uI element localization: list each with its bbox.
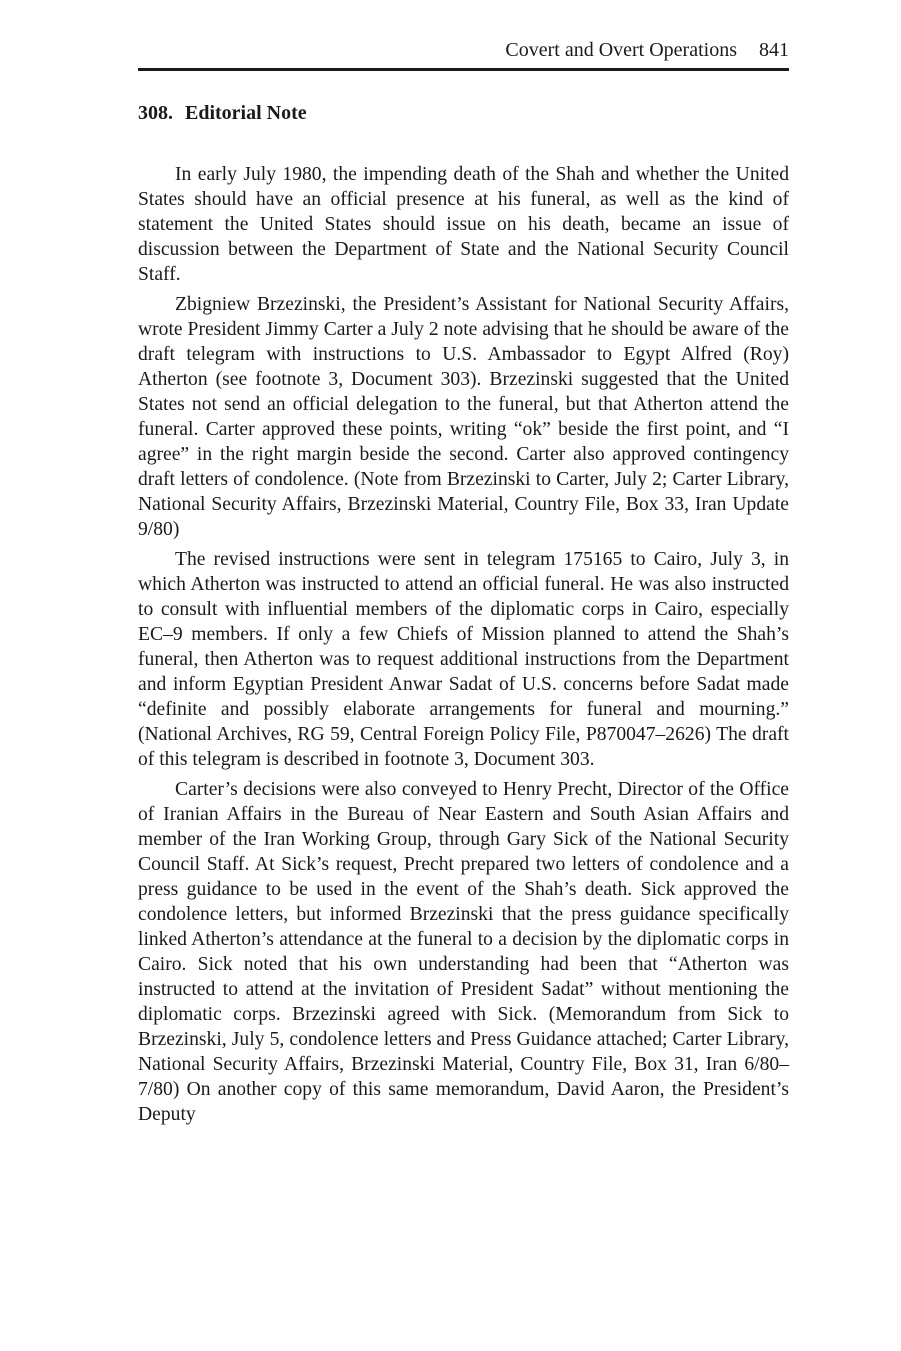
document-body: [138, 162, 789, 1132]
paragraph-4: Carter’s decisions were also conveyed to Henry Precht, Director of the Office of Iranian Affairs in the Bureau of Near Eastern and South Asian Affairs and member of the Iran Working Group, through Gary Sick of the National Security Council Staff. At Sick’s request, Precht prepared two letters of condolence and a press guidance to be used in the event of the Shah’s death. Sick approved the condolence letters, but informed Brzezinski that the press guidance specifically linked Atherton’s attendance at the funeral to a decision by the diplomatic corps in Cairo. Sick noted that his own understanding had been that “Atherton was instructed to attend at the invitation of President Sadat” without mentioning the diplomatic corps. Brzezinski agreed with Sick. (Memorandum from Sick to Brzezinski, July 5, condolence letters and Press Guidance attached; Carter Library, National Security Affairs, Brzezinski Material, Country File, Box 31, Iran 6/80–7/80) On another copy of this same memorandum, David Aaron, the President’s Deputy: [138, 779, 789, 1125]
document-title: Editorial Note: [185, 102, 307, 124]
paragraph-3: The revised instructions were sent in telegram 175165 to Cairo, July 3, in which Atherton was instructed to attend an official funeral. He was also instructed to consult with influential members of the diplomatic corps in Cairo, especially EC–9 members. If only a few Chiefs of Mission planned to attend the Shah’s funeral, then Atherton was to request additional instructions from the Department and inform Egyptian President Anwar Sadat of U.S. concerns before Sadat made “definite and possibly elaborate arrangements for funeral and mourning.” (National Archives, RG 59, Central Foreign Policy File, P870047–2626) The draft of this telegram is described in footnote 3, Document 303.: [138, 549, 789, 770]
document-number: 308.: [138, 102, 173, 124]
running-head: [505, 36, 789, 64]
document-heading: [138, 99, 307, 127]
paragraph-2: Zbigniew Brzezinski, the President’s Assistant for National Security Affairs, wrote President Jimmy Carter a July 2 note advising that he should be aware of the draft telegram with instructions to U.S. Ambassador to Egypt Alfred (Roy) Atherton (see footnote 3, Document 303). Brzezinski suggested that the United States not send an official delegation to the funeral, but that Atherton attend the funeral. Carter approved these points, writing “ok” beside the first point, and “I agree” in the right margin beside the second. Carter also approved contingency draft letters of condolence. (Note from Brzezinski to Carter, July 2; Carter Library, National Security Affairs, Brzezinski Material, Country File, Box 33, Iran Update 9/80): [138, 294, 789, 540]
running-head-title: Covert and Overt Operations: [505, 39, 737, 61]
paragraph-1: In early July 1980, the impending death of the Shah and whether the United States should have an official presence at his funeral, as well as the kind of statement the United States should issue on his death, became an issue of discussion between the Department of State and the National Security Council Staff.: [138, 164, 789, 285]
header-rule: [138, 68, 789, 71]
page-number: 841: [759, 39, 789, 61]
